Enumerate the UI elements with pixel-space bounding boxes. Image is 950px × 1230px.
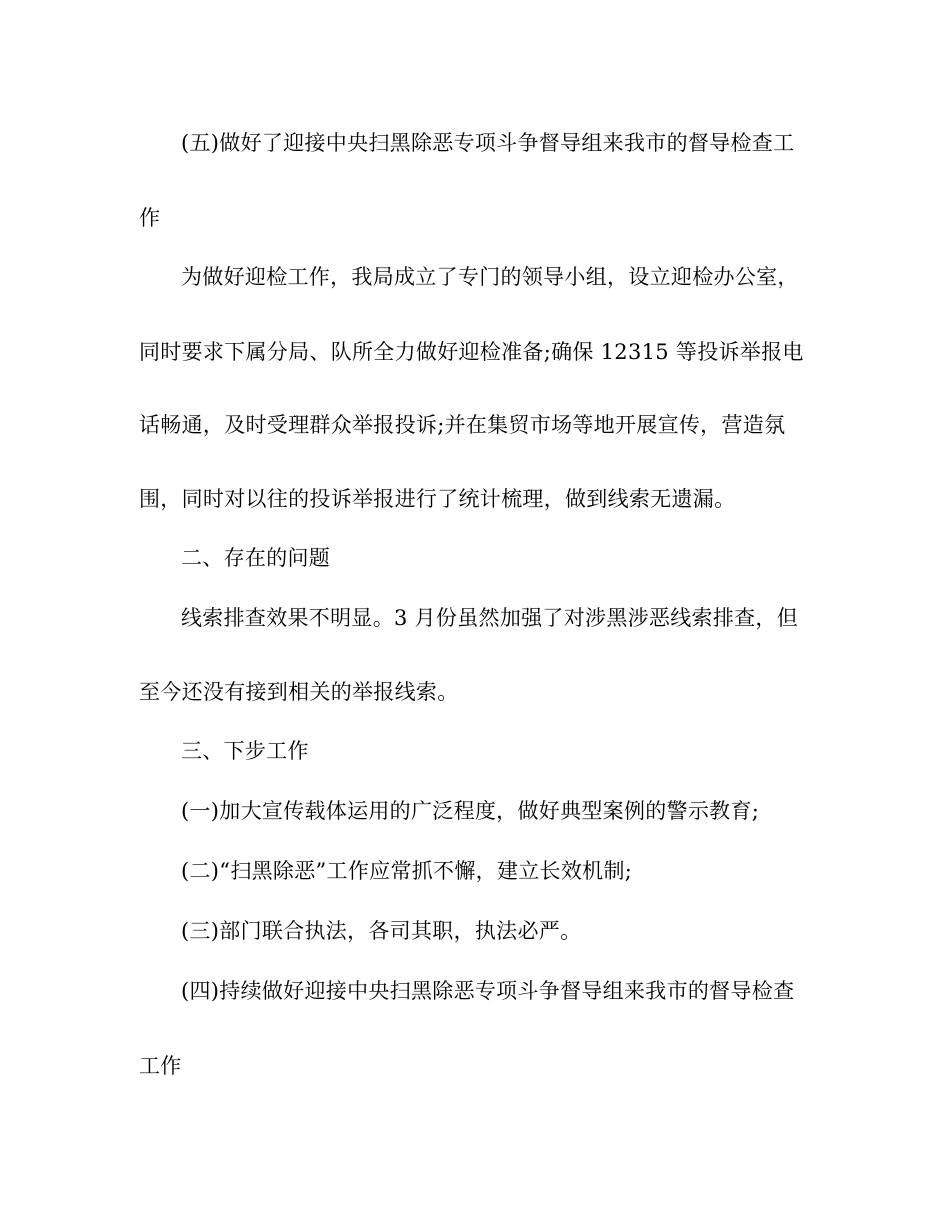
section-heading: 三、下步工作 [181, 739, 309, 763]
paragraph-line: (五)做好了迎接中央扫黑除恶专项斗争督导组来我市的督导检查工 [181, 131, 795, 155]
paragraph-line: 为做好迎检工作，我局成立了专门的领导小组，设立迎检办公室， [181, 265, 799, 289]
list-item: (四)持续做好迎接中央扫黑除恶专项斗争督导组来我市的督导检查 [181, 979, 795, 1003]
paragraph-line: 同时要求下属分局、队所全力做好迎检准备;确保 12315 等投诉举报电 [139, 340, 804, 364]
list-item: (三)部门联合执法，各司其职，执法必严。 [181, 919, 582, 943]
paragraph-line: 工作 [139, 1054, 182, 1078]
paragraph-line: 至今还没有接到相关的举报线索。 [139, 680, 459, 704]
list-item: (一)加大宣传载体运用的广泛程度，做好典型案例的警示教育; [181, 799, 760, 823]
section-heading: 二、存在的问题 [181, 546, 331, 570]
paragraph-line: 线索排查效果不明显。3 月份虽然加强了对涉黑涉恶线索排查，但 [181, 606, 799, 630]
paragraph-line: 话畅通，及时受理群众举报投诉;并在集贸市场等地开展宣传，营造氛 [139, 413, 786, 437]
paragraph-line: 作 [139, 206, 161, 230]
paragraph-line: 围，同时对以往的投诉举报进行了统计梳理，做到线索无遗漏。 [139, 487, 736, 511]
list-item: (二)“扫黑除恶”工作应常抓不懈，建立长效机制; [181, 859, 633, 883]
